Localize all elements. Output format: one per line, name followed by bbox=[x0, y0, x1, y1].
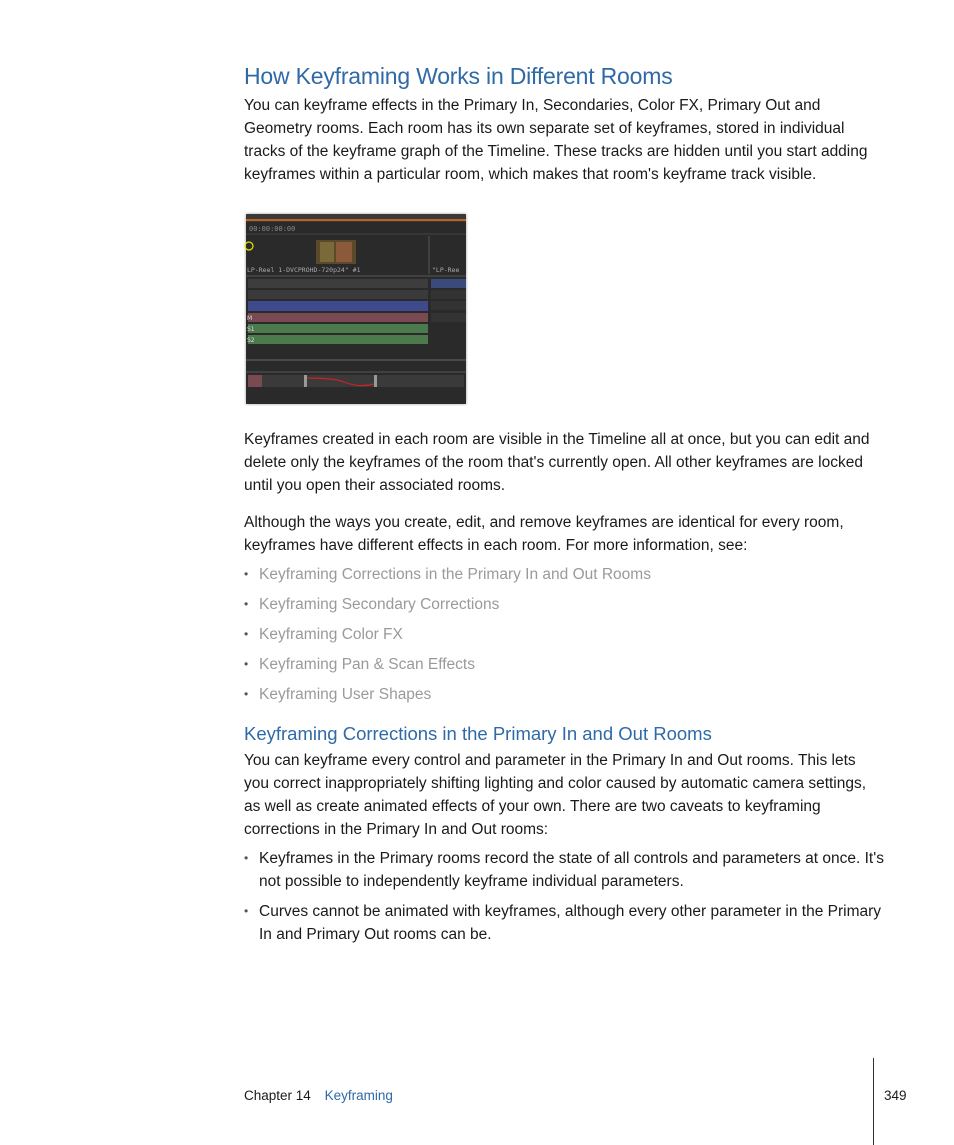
subsection-intro: You can keyframe every control and parameter in the Primary In and Out rooms. This lets you correct inappropriately shifting lighting and color caused by automatic camera settings, as well as create animated effects of your own. There are two caveats to keyframing corrections in the Primary In and Out rooms: bbox=[244, 752, 867, 838]
body-paragraph-2: Although the ways you create, edit, and remove keyframes are identical for every room, keyframes have different effects in each room. For more information, see: bbox=[244, 514, 844, 554]
footer-divider bbox=[873, 1058, 874, 1145]
svg-text:S1: S1 bbox=[247, 326, 255, 333]
svg-text:S2: S2 bbox=[247, 337, 255, 344]
caveats-list bbox=[244, 847, 884, 946]
caveat-item: • Keyframes in the Primary rooms record the state of all controls and parameters at once. It's not possible to independently keyframe individual parameters. bbox=[244, 850, 884, 890]
link-secondary[interactable]: • Keyframing Secondary Corrections bbox=[244, 596, 500, 613]
section-intro: You can keyframe effects in the Primary In, Secondaries, Color FX, Primary Out and Geometry rooms. Each room has its own separate set of keyframes, stored in individual tracks of the keyframe graph of the Timeline. These tracks are hidden until you start adding keyframes within a particular room, which makes that room's keyframe track visible. bbox=[244, 97, 868, 183]
page-footer bbox=[244, 1088, 393, 1103]
link-user-shapes[interactable]: • Keyframing User Shapes bbox=[244, 686, 432, 703]
timecode-label: 00:00:00:00 bbox=[249, 225, 296, 233]
link-color-fx[interactable]: • Keyframing Color FX bbox=[244, 626, 403, 643]
clip-label-2: "LP-Ree bbox=[432, 266, 460, 274]
footer-section-link[interactable]: Keyframing bbox=[324, 1088, 393, 1103]
related-links-list bbox=[244, 563, 884, 706]
timeline-screenshot bbox=[244, 212, 468, 406]
footer-chapter: Chapter 14 bbox=[244, 1088, 311, 1103]
subsection-title: Keyframing Corrections in the Primary In and Out Rooms bbox=[244, 723, 712, 744]
body-paragraph-1: Keyframes created in each room are visible in the Timeline all at once, but you can edit and delete only the keyframes of the room that's currently open. All other keyframes are locked until you open their associated rooms. bbox=[244, 431, 870, 494]
link-pan-scan[interactable]: • Keyframing Pan & Scan Effects bbox=[244, 656, 475, 673]
clip-label-1: LP-Reel 1-DVCPROHD-720p24" #1 bbox=[247, 266, 361, 274]
svg-text:M: M bbox=[247, 315, 253, 322]
page-content bbox=[244, 62, 884, 953]
link-primary-in-out[interactable]: • Keyframing Corrections in the Primary In and Out Rooms bbox=[244, 566, 651, 583]
section-title: How Keyframing Works in Different Rooms bbox=[244, 63, 673, 89]
caveat-item: • Curves cannot be animated with keyframes, although every other parameter in the Primary In and Primary Out rooms can be. bbox=[244, 903, 882, 943]
page-number: 349 bbox=[884, 1088, 907, 1103]
